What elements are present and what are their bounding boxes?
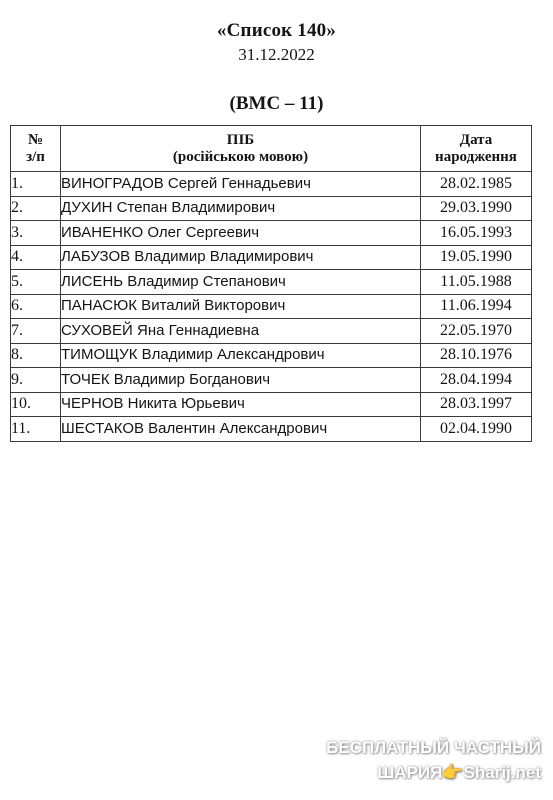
header-name-line2: (російською мовою) xyxy=(172,148,309,165)
row-number: 9. xyxy=(11,368,61,393)
row-number: 4. xyxy=(11,245,61,270)
table-row xyxy=(11,196,532,221)
header-dob-line1: Дата xyxy=(459,131,493,148)
watermark-line2: ШАРИЯ👉Sharij.net xyxy=(377,763,541,782)
table-row xyxy=(11,343,532,368)
row-dob: 22.05.1970 xyxy=(421,319,532,344)
row-number: 7. xyxy=(11,319,61,344)
row-number: 3. xyxy=(11,221,61,246)
row-name: ЛИСЕНЬ Владимир Степанович xyxy=(61,270,421,295)
header-number xyxy=(11,126,61,172)
document-title: «Список 140» xyxy=(216,20,337,41)
header-number-line1: № xyxy=(27,131,44,148)
header-dob xyxy=(421,126,532,172)
row-dob: 28.04.1994 xyxy=(421,368,532,393)
table-row xyxy=(11,417,532,442)
row-dob: 28.10.1976 xyxy=(421,343,532,368)
row-dob: 28.02.1985 xyxy=(421,172,532,197)
table-row xyxy=(11,319,532,344)
table-row xyxy=(11,270,532,295)
table-row xyxy=(11,172,532,197)
row-dob: 19.05.1990 xyxy=(421,245,532,270)
row-number: 2. xyxy=(11,196,61,221)
row-dob: 29.03.1990 xyxy=(421,196,532,221)
row-name: ТИМОЩУК Владимир Александрович xyxy=(61,343,421,368)
row-name: ДУХИН Степан Владимирович xyxy=(61,196,421,221)
row-name: ТОЧЕК Владимир Богданович xyxy=(61,368,421,393)
table-row xyxy=(11,368,532,393)
table-row xyxy=(11,245,532,270)
document-subtitle: (ВМС – 11) xyxy=(229,93,324,114)
table-row xyxy=(11,221,532,246)
header-name-line1: ПІБ xyxy=(226,131,255,148)
row-dob: 02.04.1990 xyxy=(421,417,532,442)
row-dob: 28.03.1997 xyxy=(421,392,532,417)
persons-table xyxy=(10,125,532,442)
document-date: 31.12.2022 xyxy=(238,45,315,64)
watermark xyxy=(311,735,541,785)
header-dob-line2: народження xyxy=(435,148,517,165)
row-dob: 11.05.1988 xyxy=(421,270,532,295)
row-name: ВИНОГРАДОВ Сергей Геннадьевич xyxy=(61,172,421,197)
row-name: ЧЕРНОВ Никита Юрьевич xyxy=(61,392,421,417)
row-number: 6. xyxy=(11,294,61,319)
table-header-row xyxy=(11,126,532,172)
row-name: СУХОВЕЙ Яна Геннадиевна xyxy=(61,319,421,344)
watermark-line1: БЕСПЛАТНЫЙ ЧАСТНЫЙ xyxy=(326,738,541,757)
row-name: ПАНАСЮК Виталий Викторович xyxy=(61,294,421,319)
header-name xyxy=(61,126,421,172)
row-number: 10. xyxy=(11,392,61,417)
row-name: ЛАБУЗОВ Владимир Владимирович xyxy=(61,245,421,270)
row-number: 11. xyxy=(11,417,61,442)
row-number: 5. xyxy=(11,270,61,295)
row-number: 8. xyxy=(11,343,61,368)
header-number-line2: з/п xyxy=(26,148,45,165)
row-dob: 16.05.1993 xyxy=(421,221,532,246)
table-row xyxy=(11,392,532,417)
row-name: ШЕСТАКОВ Валентин Александрович xyxy=(61,417,421,442)
row-number: 1. xyxy=(11,172,61,197)
row-name: ИВАНЕНКО Олег Сергеевич xyxy=(61,221,421,246)
table-row xyxy=(11,294,532,319)
row-dob: 11.06.1994 xyxy=(421,294,532,319)
